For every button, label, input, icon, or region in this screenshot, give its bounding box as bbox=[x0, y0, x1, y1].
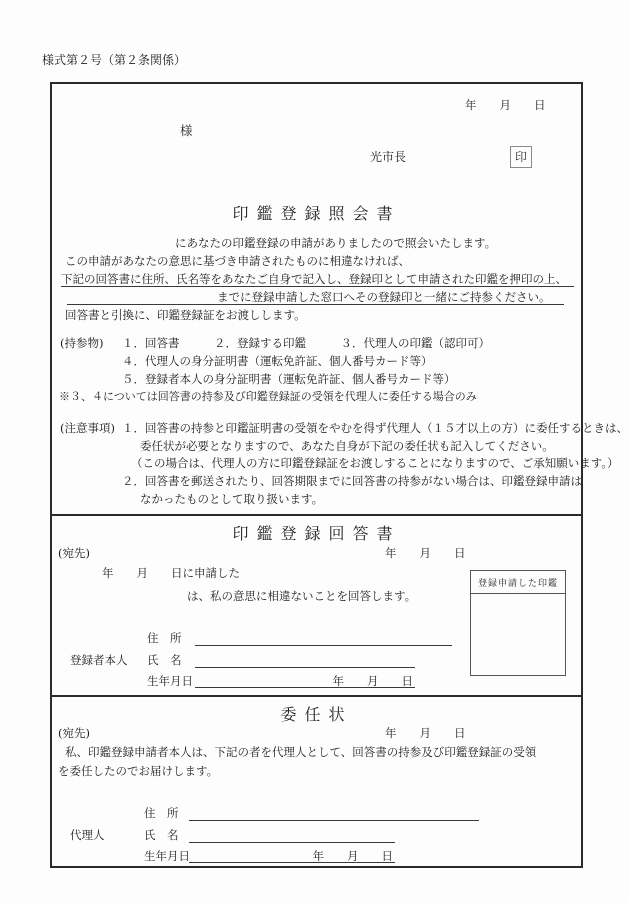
poa-title: 委任状 bbox=[280, 705, 353, 724]
poa-name-label: 氏 名 bbox=[144, 828, 179, 842]
items-line-2: ４．代理人の身分証明書（運転免許証、個人番号カード等） bbox=[122, 354, 433, 368]
poa-birth-label: 生年月日 bbox=[144, 849, 190, 863]
inquiry-body-line-1: にあなたの印鑑登録の申請がありましたので照会いたします。 bbox=[175, 236, 497, 250]
addressee-honorific: 様 bbox=[180, 123, 193, 138]
answer-name-field[interactable] bbox=[195, 652, 415, 668]
answer-birth-label: 生年月日 bbox=[147, 674, 193, 688]
notes-line-3: （この場合は、代理人の方に印鑑登録証をお渡しすることになりますので、ご承知願います。） bbox=[131, 456, 619, 470]
poa-address-label: 住 所 bbox=[144, 806, 179, 820]
form-outer-box bbox=[50, 82, 628, 868]
poa-address-field[interactable] bbox=[189, 805, 479, 821]
inquiry-title: 印鑑登録照会書 bbox=[232, 204, 401, 223]
inquiry-body-line-4-underlined[interactable]: までに登録申請した窓口へその登録印と一緒にご持参ください。 bbox=[67, 289, 564, 305]
notes-line-4: ２．回答書を郵送されたり、回答期限までに回答書の持参がない場合は、印鑑登録申請は bbox=[122, 474, 582, 488]
answer-date-line[interactable]: 年 月 日 bbox=[385, 546, 466, 560]
answer-confirm-line: は、私の意思に相違ないことを回答します。 bbox=[187, 589, 417, 603]
seal-box-label: 登録申請した印鑑 bbox=[471, 571, 565, 594]
poa-body-line-2: を委任したのでお届けします。 bbox=[58, 764, 219, 778]
items-label: (持参物) bbox=[60, 336, 104, 350]
poa-name-field[interactable] bbox=[189, 827, 395, 843]
registrant-label: 登録者本人 bbox=[70, 653, 128, 667]
agent-label: 代理人 bbox=[70, 828, 105, 842]
items-line-1: １．回答書 ２．登録する印鑑 ３．代理人の印鑑（認印可） bbox=[122, 336, 490, 350]
registered-seal-impression-box[interactable] bbox=[470, 570, 566, 676]
inquiry-body-line-5: 回答書と引換に、印鑑登録証をお渡しします。 bbox=[65, 308, 306, 322]
poa-addressee-label: (宛先) bbox=[58, 726, 90, 740]
answer-title: 印鑑登録回答書 bbox=[232, 524, 401, 543]
answer-addressee-label: (宛先) bbox=[58, 546, 90, 560]
section-divider-2 bbox=[51, 695, 582, 697]
answer-applied-line[interactable]: 年 月 日に申請した bbox=[102, 566, 240, 580]
section-divider-1 bbox=[51, 514, 582, 516]
poa-date-line[interactable]: 年 月 日 bbox=[385, 726, 466, 740]
items-line-3: ５．登録者本人の身分証明書（運転免許証、個人番号カード等） bbox=[122, 372, 456, 386]
notes-line-5: なかったものとして取り扱います。 bbox=[140, 492, 324, 506]
inquiry-body-line-2: この申請があなたの意思に基づき申請されたものに相違なければ、 bbox=[65, 254, 410, 268]
mayor-seal-mark bbox=[510, 146, 532, 168]
notes-line-1: １．回答書の持参と印鑑証明書の受領をやむを得ず代理人（１５才以上の方）に委任するときは、 bbox=[122, 421, 628, 435]
mayor-label: 光市長 bbox=[370, 150, 407, 164]
answer-address-field[interactable] bbox=[195, 630, 452, 646]
notes-line-2: 委任状が必要となりますので、あなた自身が下記の委任状も記入してください。 bbox=[140, 439, 554, 453]
poa-body-line-1: 私、印鑑登録申請者本人は、下記の者を代理人として、回答書の持参及び印鑑登録証の受領 bbox=[65, 745, 537, 759]
inquiry-body-line-3-underlined: 下記の回答書に住所、氏名等をあなたご自身で記入し、登録印として申請された印鑑を押印の上、 bbox=[61, 271, 574, 287]
answer-address-label: 住 所 bbox=[147, 631, 182, 645]
poa-birth-field[interactable]: 年 月 日 bbox=[189, 848, 395, 863]
items-note: ※３、４については回答書の持参及び印鑑登録証の受領を代理人に委任する場合のみ bbox=[59, 390, 477, 403]
form-number: 様式第２号（第２条関係） bbox=[42, 53, 187, 67]
inquiry-date-line[interactable]: 年 月 日 bbox=[465, 98, 546, 112]
notes-label: (注意事項) bbox=[60, 421, 115, 435]
answer-birth-field[interactable]: 年 月 日 bbox=[195, 673, 415, 688]
answer-name-label: 氏 名 bbox=[147, 653, 182, 667]
seal-mark-glyph: 印 bbox=[514, 150, 527, 164]
